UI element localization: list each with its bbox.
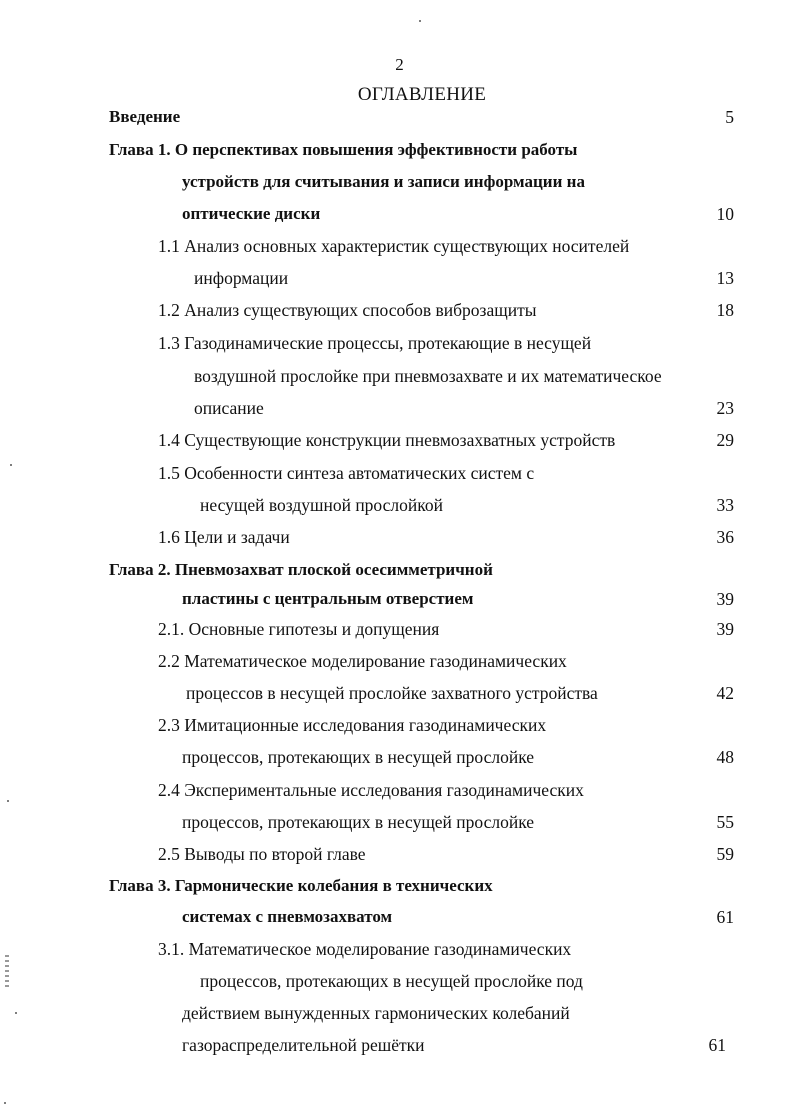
toc-section-1-5-line-2: несущей воздушной прослойкой <box>200 495 443 515</box>
toc-chapter-1-line-3: оптические диски <box>182 204 321 223</box>
toc-section-1-1-line-1: 1.1 Анализ основных характеристик существующих носителей <box>158 236 630 256</box>
toc-page-number: 36 <box>716 527 734 547</box>
toc-section-1-4: 1.4 Существующие конструкции пневмозахватных устройств <box>158 430 616 450</box>
toc-section-1-3-line-1: 1.3 Газодинамические процессы, протекающие в несущей <box>158 333 592 353</box>
scan-speck <box>15 1012 17 1014</box>
toc-chapter-1-line-2: устройств для считывания и записи информации на <box>182 172 585 191</box>
scan-speck <box>7 800 9 802</box>
scan-speck <box>10 464 12 466</box>
page-number: 2 <box>395 55 404 74</box>
toc-section-3-1-line-1: 3.1. Математическое моделирование газодинамических <box>158 939 572 959</box>
toc-section-1-2: 1.2 Анализ существующих способов виброзащиты <box>158 300 537 320</box>
toc-section-2-2-line-2: процессов в несущей прослойке захватного устройства <box>186 683 598 703</box>
toc-page-number: 33 <box>716 495 734 515</box>
toc-section-2-3-line-2: процессов, протекающих в несущей прослойке <box>182 747 535 767</box>
toc-page-number: 39 <box>716 619 734 639</box>
toc-page-number: 18 <box>716 300 734 320</box>
toc-page-number: 39 <box>716 589 734 609</box>
toc-page-number: 59 <box>716 844 734 864</box>
toc-section-2-4-line-2: процессов, протекающих в несущей прослойке <box>182 812 535 832</box>
toc-page-number: 23 <box>716 398 734 418</box>
toc-section-2-1: 2.1. Основные гипотезы и допущения <box>158 619 440 639</box>
toc-section-3-1-line-4: газораспределительной решётки <box>182 1035 425 1055</box>
toc-section-1-6: 1.6 Цели и задачи <box>158 527 290 547</box>
toc-section-3-1-line-2: процессов, протекающих в несущей прослойке под <box>200 971 583 991</box>
scan-speck <box>419 20 421 22</box>
toc-chapter-3-line-2: системах с пневмозахватом <box>182 907 393 926</box>
toc-page-number: 5 <box>725 107 734 127</box>
toc-section-1-3-line-2: воздушной прослойке при пневмозахвате и их математическое <box>194 366 662 386</box>
toc-section-1-1-line-2: информации <box>194 268 289 288</box>
toc-section-2-5: 2.5 Выводы по второй главе <box>158 844 366 864</box>
toc-page-number: 55 <box>716 812 734 832</box>
toc-section-2-3-line-1: 2.3 Имитационные исследования газодинамических <box>158 715 547 735</box>
toc-page-number: 29 <box>716 430 734 450</box>
toc-chapter-1-line-1: Глава 1. О перспективах повышения эффективности работы <box>109 140 578 159</box>
toc-page-number: 48 <box>716 747 734 767</box>
toc-page-number: 61 <box>716 907 734 927</box>
toc-page-number: 10 <box>716 204 734 224</box>
toc-page-number: 42 <box>716 683 734 703</box>
toc-chapter-2-line-1: Глава 2. Пневмозахват плоской осесимметричной <box>109 560 493 579</box>
toc-chapter-3-line-1: Глава 3. Гармонические колебания в технических <box>109 876 493 895</box>
toc-chapter-2-line-2: пластины с центральным отверстием <box>182 589 474 608</box>
toc-entry-introduction: Введение <box>109 107 181 126</box>
toc-section-2-2-line-1: 2.2 Математическое моделирование газодинамических <box>158 651 567 671</box>
scan-speck <box>4 1102 6 1104</box>
toc-section-1-5-line-1: 1.5 Особенности синтеза автоматических систем с <box>158 463 535 483</box>
toc-page-number: 13 <box>716 268 734 288</box>
toc-section-3-1-line-3: действием вынужденных гармонических колебаний <box>182 1003 570 1023</box>
margin-scan-mark <box>5 955 9 989</box>
toc-section-1-3-line-3: описание <box>194 398 264 418</box>
page-title: ОГЛАВЛЕНИЕ <box>357 84 487 105</box>
toc-section-2-4-line-1: 2.4 Экспериментальные исследования газодинамических <box>158 780 584 800</box>
toc-page-number: 61 <box>708 1035 726 1055</box>
